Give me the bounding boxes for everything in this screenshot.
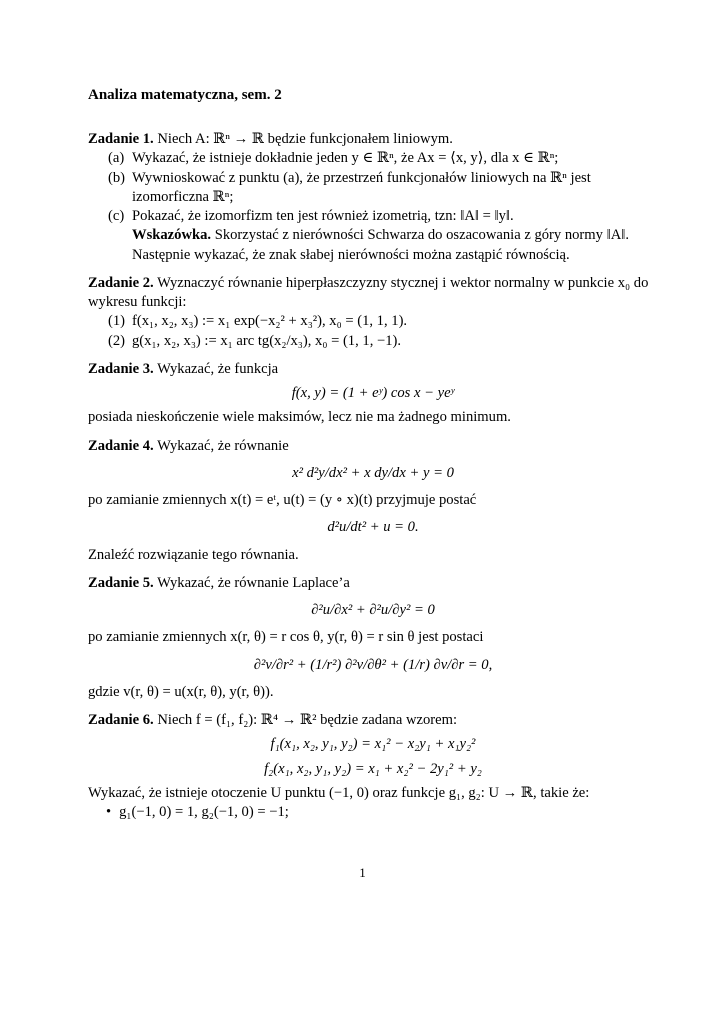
page-number: 1 <box>359 865 366 880</box>
task-3-intro-line <box>88 360 658 379</box>
task-3-title: Zadanie 3. <box>88 360 154 377</box>
item-text: Wykazać, że istnieje dokładnie jeden y ∈ ℝⁿ, że Ax = ⟨x, y⟩, dla x ∈ ℝⁿ; <box>132 150 559 167</box>
task-1-hint <box>132 226 658 265</box>
task-6-formula-f2: f₂(x₁, x₂, y₁, y₂) = x₁ + x₂² − 2y₁² + y₂ <box>264 760 482 777</box>
task-5-formula: ∂²u/∂x² + ∂²u/∂y² = 0 <box>311 602 435 618</box>
item-label: (c) <box>108 208 125 224</box>
task-5 <box>88 574 658 702</box>
task-6 <box>88 711 658 822</box>
item-label: (2) <box>108 332 126 349</box>
task-4-formula: x² d²y/dx² + x dy/dx + y = 0 <box>292 464 454 481</box>
hint-text: Skorzystać z nierówności Schwarza do oszacowania z góry normy ‖A‖. Następnie wykazać, że znak słabej nierówności można zastąpić równością. <box>132 227 629 263</box>
task-2-item-1 <box>108 312 658 331</box>
task-3 <box>88 360 658 428</box>
item-text: Pokazać, że izomorfizm ten jest również izometrią, tzn: ‖A‖ = ‖y‖. <box>132 208 514 224</box>
task-3-formula: f(x, y) = (1 + eʸ) cos x − yeʸ <box>291 385 455 401</box>
task-1-item-b <box>108 169 658 208</box>
task-2 <box>88 274 658 351</box>
task-4-outro: Znaleźć rozwiązanie tego równania. <box>88 546 299 563</box>
item-text: Wywnioskować z punktu (a), że przestrzeń funkcjonałów liniowych na ℝⁿ jest izomorficzna ℝⁿ; <box>132 169 591 205</box>
task-4-intro: Wykazać, że równanie <box>157 437 289 454</box>
task-6-outro: Wykazać, że istnieje otoczenie U punktu (−1, 0) oraz funkcje g₁, g₂: U → ℝ, takie że: <box>88 784 590 801</box>
task-5-formula-2: ∂²v/∂r² + (1/r²) ∂²v/∂θ² + (1/r) ∂v/∂r = 0, <box>253 656 493 673</box>
task-2-intro-line <box>88 274 658 313</box>
task-6-intro: Niech f = (f₁, f₂): ℝ⁴ → ℝ² będzie zadana wzorem: <box>157 712 458 728</box>
task-2-title: Zadanie 2. <box>88 274 154 291</box>
item-text: g(x₁, x₂, x₃) := x₁ arc tg(x₂/x₃), x₀ = (1, 1, −1). <box>132 332 402 349</box>
document-title: Analiza matematyczna, sem. 2 <box>88 87 282 103</box>
task-6-intro-line <box>88 711 658 730</box>
hint-title: Wskazówka. <box>132 227 212 244</box>
task-1 <box>88 130 658 265</box>
task-4-formula-2: d²u/dt² + u = 0. <box>327 519 419 536</box>
task-4 <box>88 437 658 565</box>
task-2-intro: Wyznaczyć równanie hiperpłaszczyzny stycznej i wektor normalny w punkcie x₀ do wykresu funkcji: <box>88 274 649 310</box>
task-5-middle: po zamianie zmiennych x(r, θ) = r cos θ, y(r, θ) = r sin θ jest postaci <box>88 629 484 646</box>
item-text: f(x₁, x₂, x₃) := x₁ exp(−x₂² + x₃²), x₀ = (1, 1, 1). <box>132 313 408 330</box>
task-5-intro: Wykazać, że równanie Laplace’a <box>157 574 350 591</box>
task-1-title: Zadanie 1. <box>88 131 154 147</box>
task-4-intro-line <box>88 437 658 456</box>
task-4-middle: po zamianie zmiennych x(t) = eᵗ, u(t) = (y ∘ x)(t) przyjmuje postać <box>88 492 477 508</box>
document-content <box>88 130 658 831</box>
task-6-formula-f1: f₁(x₁, x₂, y₁, y₂) = x₁² − x₂y₁ + x₁y₂² <box>270 736 476 753</box>
task-5-outro: gdzie v(r, θ) = u(x(r, θ), y(r, θ)). <box>88 683 274 700</box>
task-6-bullet: • g₁(−1, 0) = 1, g₂(−1, 0) = −1; <box>106 803 658 822</box>
task-4-title: Zadanie 4. <box>88 437 154 454</box>
task-1-item-c <box>108 207 658 226</box>
item-label: (a) <box>108 150 125 167</box>
task-2-item-2 <box>108 332 658 351</box>
task-1-intro-line <box>88 130 658 149</box>
task-3-intro: Wykazać, że funkcja <box>157 360 279 377</box>
task-1-intro: Niech A: ℝⁿ → ℝ będzie funkcjonałem liniowym. <box>157 131 453 147</box>
task-1-item-a <box>108 149 658 168</box>
task-6-title: Zadanie 6. <box>88 712 154 728</box>
item-label: (b) <box>108 169 126 186</box>
task-3-outro: posiada nieskończenie wiele maksimów, lecz nie ma żadnego minimum. <box>88 409 511 426</box>
item-label: (1) <box>108 313 126 330</box>
task-5-intro-line <box>88 574 658 593</box>
task-5-title: Zadanie 5. <box>88 574 154 591</box>
